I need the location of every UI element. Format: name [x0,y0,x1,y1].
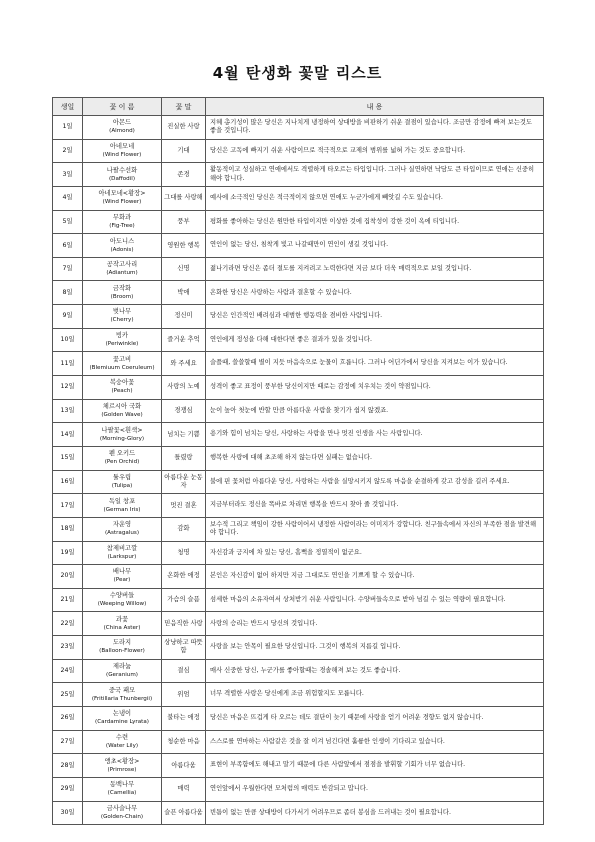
description-cell: 눈이 높아 첫눈에 반할 만큼 아름다운 사람을 찾기가 쉽지 않겠죠. [206,399,544,423]
flower-korean-name: 금작화 [112,284,132,292]
flower-english-name: (Camellia) [107,790,137,797]
flower-name-cell [83,352,162,376]
flower-korean-name: 논냉이 [112,710,132,718]
flower-meaning-cell: 가슴의 슬픔 [162,588,206,612]
table-row [53,234,544,258]
flower-korean-name: 나팔수선화 [106,166,138,174]
flower-name-cell [83,541,162,565]
flower-meaning-cell: 진실한 사랑 [162,116,206,140]
day-cell: 13일 [53,399,83,423]
flower-meaning-cell: 풍부 [162,210,206,234]
day-cell: 5일 [53,210,83,234]
flower-name-cell [83,659,162,683]
flower-name-cell [83,517,162,541]
flower-meaning-cell: 청명 [162,541,206,565]
flower-korean-name: 수양버들 [109,592,135,600]
flower-meaning-cell: 감화 [162,517,206,541]
flower-meaning-cell: 청순한 마음 [162,730,206,754]
flower-korean-name: 체르시아 국화 [102,403,142,410]
day-cell: 24일 [53,659,83,683]
flower-korean-name: 꽃고비 [112,355,132,363]
day-cell: 11일 [53,352,83,376]
flower-name-cell [83,234,162,258]
flower-name-cell [83,730,162,754]
flower-meaning-cell: 경쟁심 [162,399,206,423]
flower-name-cell [83,565,162,589]
flower-meaning-cell: 아름다운 눈동자 [162,470,206,494]
flower-name-cell [83,376,162,400]
flower-english-name: (German Iris) [103,506,141,513]
description-cell: 당신은 마음은 뜨겁게 타 오르는 데도 결단이 늦기 때문에 사랑을 얻기 어려운 경향도 없지 않습니다. [206,707,544,731]
flower-name-cell [83,186,162,210]
flower-korean-name: 제라늄 [112,663,132,671]
flower-korean-name: 과꽃 [115,615,129,623]
day-cell: 1일 [53,116,83,140]
flower-english-name: (Peach) [111,388,133,395]
table-row [53,139,544,163]
flower-english-name: (Pear) [113,577,131,584]
flower-name-cell [83,305,162,329]
flower-meaning-cell: 사랑의 노예 [162,376,206,400]
flower-korean-name: 벚나무 [112,308,132,316]
table-row [53,399,544,423]
flower-meaning-cell: 즐거운 추억 [162,328,206,352]
flower-korean-name: 수련 [115,733,129,741]
day-cell: 28일 [53,754,83,778]
flower-korean-name: 동백나무 [109,781,135,789]
page-title: 4월 탄생화 꽃말 리스트 [212,64,383,82]
flower-english-name: (Golden Wave) [101,412,143,418]
description-cell: 너무 격렬한 사랑은 당신에게 조금 위험할지도 모릅니다. [206,683,544,707]
description-cell: 섬세한 마음의 소유자여서 상처받기 쉬운 사람입니다. 수양버들속으로 받아 넘길 수 있는 역량이 필요합니다. [206,588,544,612]
description-cell: 지혜 총기성이 많은 당신은 지나치게 냉정하여 상대방을 비판하기 쉬운 결점이 있습니다. 조금만 감정에 빠져 보는것도 좋을 것입니다. [206,116,544,140]
flower-name-cell [83,423,162,447]
flower-korean-name: 금사슬나무 [106,804,138,812]
flower-korean-name: 복숭아꽃 [109,379,135,387]
table-row [53,281,544,305]
table-row [53,517,544,541]
table-header-row [53,98,544,116]
day-cell: 6일 [53,234,83,258]
flower-korean-name: 앵초<황장> [104,757,140,765]
flower-meaning-cell: 와 주세요 [162,352,206,376]
flower-korean-name: 나팔꽃<흰색> [101,426,143,434]
description-cell: 사랑의 승리는 반드시 당신의 것입니다. [206,612,544,636]
flower-name-cell [83,328,162,352]
flower-name-cell [83,281,162,305]
flower-english-name: (Broom) [110,293,134,300]
table-row [53,541,544,565]
table-row [53,707,544,731]
flower-english-name: (Water Lily) [105,742,139,749]
table-row [53,328,544,352]
flower-korean-name: 공작고사리 [106,261,138,269]
header-description: 내 용 [206,98,544,116]
flower-meaning-cell: 박애 [162,281,206,305]
flower-english-name: (Periwinkle) [105,341,139,348]
description-cell: 당신은 인간적인 배려심과 대범한 행동력을 겸비한 사람입니다. [206,305,544,329]
table-row [53,116,544,140]
header-day: 생일 [53,98,83,116]
table-row [53,588,544,612]
flower-meaning-cell: 아름다움 [162,754,206,778]
flower-name-cell [83,139,162,163]
flower-english-name: (Adonis) [110,246,134,253]
table-row [53,376,544,400]
table-row [53,186,544,210]
flower-english-name: (Larkspur) [107,553,137,560]
flower-english-name: (Weeping Willow) [97,601,147,608]
flower-meaning-cell: 기대 [162,139,206,163]
flower-name-cell [83,636,162,660]
flower-name-cell [83,777,162,801]
table-row [53,659,544,683]
description-cell: 성격이 좋고 표정이 풍부한 당신이지만 때로는 감정에 치우치는 것이 약점입니다. [206,376,544,400]
flower-meaning-cell: 틀렸랑 [162,446,206,470]
flower-name-cell [83,612,162,636]
header-meaning: 꽃 말 [162,98,206,116]
day-cell: 12일 [53,376,83,400]
flower-name-cell [83,588,162,612]
flower-meaning-cell: 믿음직한 사랑 [162,612,206,636]
day-cell: 29일 [53,777,83,801]
flower-meaning-cell: 상냥하고 따뜻함 [162,636,206,660]
flower-korean-name: 배나무 [112,568,132,576]
day-cell: 18일 [53,517,83,541]
birth-flower-table [52,97,544,825]
flower-korean-name: 자운영 [112,521,132,529]
flower-english-name: (Fig-Tree) [109,222,135,229]
flower-english-name: (Balloon-Flower) [99,648,145,655]
flower-korean-name: 중국 패모 [108,686,136,694]
flower-meaning-cell: 매력 [162,777,206,801]
flower-name-cell [83,707,162,731]
flower-name-cell [83,446,162,470]
description-cell: 자신감과 긍지에 차 있는 당신, 흠뻑을 정열적이 없군요. [206,541,544,565]
flower-meaning-cell: 넘치는 기쁨 [162,423,206,447]
description-cell: 용기와 힘이 넘치는 당신, 사랑하는 사람을 만나 멋진 인생을 사는 사람입니다. [206,423,544,447]
description-cell: 예사에 소극적인 당신은 적극적이지 않으면 연애도 누군가에게 빼앗길 수도 있습니다. [206,186,544,210]
flower-meaning-cell: 그대를 사랑해 [162,186,206,210]
flower-english-name: (Daffodil) [108,175,136,182]
table-row [53,423,544,447]
day-cell: 30일 [53,801,83,825]
description-cell: 슬플때, 쓸쓸할때 별이 지듯 마음속으로 눈물이 흐릅니다. 그러나 어딘가에서 당신을 지켜보는 이가 있습니다. [206,352,544,376]
day-cell: 20일 [53,565,83,589]
flower-name-cell [83,163,162,187]
table-row [53,777,544,801]
description-cell: 본인은 자신감이 없어 하지만 지금 그대로도 연인을 기쁘게 할 수 있습니다. [206,565,544,589]
day-cell: 7일 [53,257,83,281]
day-cell: 4일 [53,186,83,210]
day-cell: 14일 [53,423,83,447]
day-cell: 27일 [53,730,83,754]
flower-english-name: (Morning-Glory) [99,435,145,442]
description-cell: 평화를 좋아하는 당신은 원만한 타입이지만 이상한 것에 집착성이 강한 것이 옥에 티입니다. [206,210,544,234]
flower-english-name: (Primrose) [107,766,137,773]
day-cell: 19일 [53,541,83,565]
flower-korean-name: 아네모네<황장> [98,190,146,198]
flower-english-name: (Geranium) [106,672,138,679]
flower-korean-name: 참제비고깔 [106,544,138,552]
table-row [53,305,544,329]
description-cell: 연인에게 정성을 다해 대한다면 좋은 결과가 있을 것입니다. [206,328,544,352]
flower-korean-name: 아네모네 [109,142,135,150]
table-row [53,612,544,636]
flower-english-name: (Adiantum) [106,270,138,277]
table-row [53,730,544,754]
flower-english-name: (Wind Flower) [102,199,142,206]
description-cell: 당신은 고독에 빠지기 쉬운 사람이므로 적극적으로 교제의 범위를 넓혀 가는 것도 중요합니다. [206,139,544,163]
flower-name-cell [83,470,162,494]
day-cell: 15일 [53,446,83,470]
table-row [53,257,544,281]
day-cell: 17일 [53,494,83,518]
flower-meaning-cell: 존경 [162,163,206,187]
flower-english-name: (Tulipa) [111,482,133,489]
flower-korean-name: 펜 오키드 [108,450,136,458]
table-row [53,636,544,660]
flower-meaning-cell: 신명 [162,257,206,281]
description-cell: 지금부터라도 정신을 똑바로 차리면 행복을 반드시 찾아 줄 것입니다. [206,494,544,518]
description-cell: 활동적이고 성실하고 연애에서도 격렬하게 타오르는 타입입니다. 그러나 실연하면 낙담도 큰 타입이므로 연애는 신중히 해야 합니다. [206,163,544,187]
flower-meaning-cell: 멋진 결혼 [162,494,206,518]
flower-english-name: (Blemiuum Coeruleum) [89,364,155,371]
table-row [53,565,544,589]
flower-meaning-cell: 정신미 [162,305,206,329]
table-row [53,163,544,187]
description-cell: 불에 핀 꽃처럼 아름다운 당신, 사랑하는 사람을 실망시키지 않도록 마음을 순결하게 갖고 감성을 길러 주세요. [206,470,544,494]
table-row [53,494,544,518]
table-row [53,470,544,494]
flower-english-name: (Cherry) [110,317,134,324]
flower-english-name: (Pen Orchid) [104,459,140,466]
day-cell: 10일 [53,328,83,352]
flower-korean-name: 독일 창포 [108,497,136,505]
day-cell: 22일 [53,612,83,636]
day-cell: 21일 [53,588,83,612]
description-cell: 사랑을 보는 안목이 필요한 당신입니다. 그것이 행복의 지름길 입니다. [206,636,544,660]
table-row [53,352,544,376]
flower-korean-name: 무화과 [112,213,132,221]
description-cell: 스스로를 연마하는 사람같은 것을 잘 이겨 넘긴다면 훌륭한 인생이 기다리고 있습니다. [206,730,544,754]
flower-meaning-cell: 슬픈 아름다움 [162,801,206,825]
flower-english-name: (China Aster) [103,624,141,631]
description-cell: 온화한 당신은 사랑하는 사람과 결혼할 수 있습니다. [206,281,544,305]
flower-meaning-cell: 불타는 애정 [162,707,206,731]
table-row [53,210,544,234]
flower-name-cell [83,210,162,234]
flower-english-name: (Cardamine Lyrata) [95,719,149,726]
table-row [53,801,544,825]
flower-korean-name: 빙카 [115,332,129,340]
flower-meaning-cell: 영원한 행복 [162,234,206,258]
flower-name-cell [83,399,162,423]
flower-name-cell [83,257,162,281]
table-row [53,446,544,470]
description-cell: 연인앞에서 우월한다면 모처럼의 매력도 반감되고 맙니다. [206,777,544,801]
day-cell: 26일 [53,707,83,731]
flower-name-cell [83,683,162,707]
day-cell: 16일 [53,470,83,494]
description-cell: 매사 신중한 당신, 누군가를 좋아할때는 경솔해져 보는 것도 좋습니다. [206,659,544,683]
table-row [53,683,544,707]
description-cell: 연인이 없는 당신, 침착게 빛고 나갈때만이 연인이 생길 것입니다. [206,234,544,258]
flower-name-cell [83,754,162,778]
flower-meaning-cell: 위엄 [162,683,206,707]
flower-english-name: (Wind Flower) [102,151,142,158]
flower-meaning-cell: 온화한 애정 [162,565,206,589]
day-cell: 23일 [53,636,83,660]
day-cell: 8일 [53,281,83,305]
description-cell: 행복한 사랑에 대해 초조해 하지 않는다면 실패는 없습니다. [206,446,544,470]
day-cell: 2일 [53,139,83,163]
table-row [53,754,544,778]
flower-english-name: (Astragalus) [104,530,140,537]
flower-korean-name: 아도니스 [109,237,135,245]
flower-korean-name: 아몬드 [112,119,132,127]
day-cell: 3일 [53,163,83,187]
flower-english-name: (Fritillaria Thunbergii) [91,695,153,702]
day-cell: 25일 [53,683,83,707]
flower-english-name: (Almond) [109,128,135,135]
flower-name-cell [83,116,162,140]
description-cell: 빈틈이 없는 만큼 상대방이 다가서기 어려우므로 좀더 봉심을 드러내는 것이 필요합니다. [206,801,544,825]
flower-name-cell [83,801,162,825]
description-cell: 젊나기라면 당신은 좀더 절도를 지켜려고 노력한다면 지금 보다 더욱 매력적으로 보일 것입니다. [206,257,544,281]
flower-korean-name: 튤우립 [112,473,132,481]
description-cell: 표현이 부족함에도 해내고 말기 때문에 다른 사람앞에서 점점을 발휘할 기회가 너무 없습니다. [206,754,544,778]
description-cell: 보수적 그리고 책임이 강한 사람이어서 냉정한 사람이라는 이미지가 강합니다. 친구들속에서 자신의 부족한 점을 발견해야 합니다. [206,517,544,541]
day-cell: 9일 [53,305,83,329]
flower-english-name: (Golden-Chain) [100,813,144,820]
flower-name-cell [83,494,162,518]
header-flower: 꽃 이 름 [83,98,162,116]
flower-meaning-cell: 결심 [162,659,206,683]
flower-korean-name: 도라지 [112,639,132,647]
